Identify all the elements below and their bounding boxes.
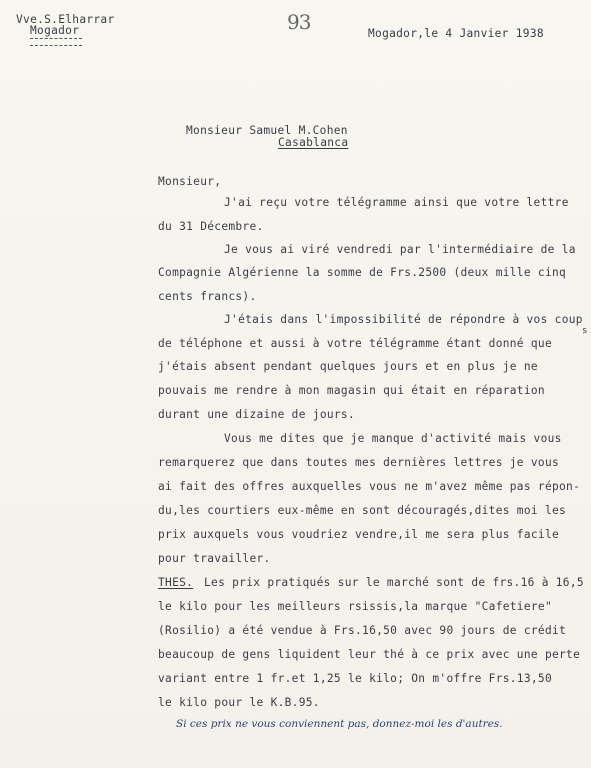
salutation: Monsieur,	[158, 175, 222, 188]
body-line: j'étais absent pendant quelques jours et en plus je ne	[158, 360, 538, 373]
margin-correction: s	[582, 326, 588, 336]
body-line: Je vous ai viré vendredi par l'intermédiaire de la	[224, 243, 576, 256]
body-line: prix auxquels vous voudriez vendre,il me sera plus facile	[158, 528, 560, 541]
recipient-city: Casablanca	[278, 136, 349, 149]
sender-double-rule	[30, 38, 82, 46]
sender-block	[16, 14, 115, 46]
body-line: Les prix pratiqués sur le marché sont de frs.16 à 16,5	[204, 576, 584, 589]
recipient-name: Monsieur Samuel M.Cohen	[186, 124, 348, 137]
body-line: (Rosilio) a été vendue à Frs.16,50 avec 90 jours de crédit	[158, 624, 567, 637]
body-line: J'ai reçu votre télégramme ainsi que votre lettre	[224, 196, 569, 209]
body-line: remarquerez que dans toutes mes dernières lettres je vous	[158, 456, 560, 469]
body-line: le kilo pour les meilleurs rsissis,la marque "Cafetiere"	[158, 600, 552, 613]
sender-city: Mogador	[30, 24, 80, 37]
body-line: de téléphone et aussi à votre télégramme étant donné que	[158, 337, 552, 350]
body-line: Vous me dites que je manque d'activité mais vous	[224, 432, 562, 445]
body-line: beaucoup de gens liquident leur thé à ce prix avec une perte	[158, 648, 581, 661]
body-line: le kilo pour le K.B.95.	[158, 696, 320, 709]
body-line: ai fait des offres auxquelles vous ne m'avez même pas répon-	[158, 480, 581, 493]
body-line: cents francs).	[158, 290, 257, 303]
body-line: Compagnie Algérienne la somme de Frs.2500 (deux mille cinq	[158, 266, 567, 279]
date-line: Mogador,le 4 Janvier 1938	[368, 27, 544, 40]
body-line: pouvais me rendre à mon magasin qui était en réparation	[158, 384, 545, 397]
body-line: variant entre 1 fr.et 1,25 le kilo; On m'offre Frs.13,50	[158, 672, 552, 685]
body-line: pour travailler.	[158, 552, 271, 565]
body-line: J'étais dans l'impossibilité de répondre à vos coup	[224, 313, 583, 326]
body-line: durant une dizaine de jours.	[158, 408, 355, 421]
handwritten-note: Si ces prix ne vous conviennent pas, donnez-moi les d'autres.	[176, 718, 503, 730]
sender-name: Vve.S.Elharrar	[16, 13, 115, 26]
body-line: du,les courtiers eux-même en sont découragés,dites moi les	[158, 504, 567, 517]
section-label-thes: THES.	[158, 576, 194, 589]
body-line: du 31 Décembre.	[158, 220, 264, 233]
page-number-handwritten: 93	[287, 10, 311, 34]
